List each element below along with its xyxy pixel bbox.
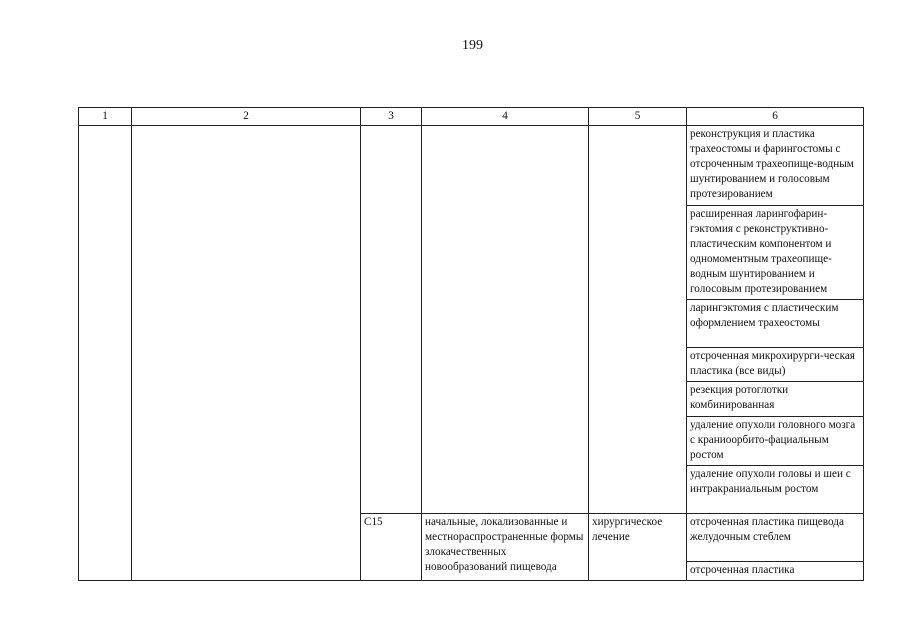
- header-col-1: 1: [79, 108, 132, 126]
- header-row: [79, 108, 864, 126]
- header-col-4: 4: [422, 108, 589, 126]
- medical-services-table: [78, 107, 864, 581]
- method-item: отсроченная микрохирурги-ческая пластика (все виды): [687, 348, 864, 382]
- col1-cell: [79, 126, 132, 581]
- method-item: расширенная ларингофарин-гэктомия с реконструктивно-пластическим компонентом и одномоментным трахеопище-водным шунтированием и голосовым протезированием: [687, 205, 864, 300]
- col3-cell: [361, 126, 422, 514]
- method-item: отсроченная пластика: [687, 561, 864, 580]
- col4-cell: [422, 126, 589, 514]
- method-item: удаление опухоли головы и шеи с интракраниальным ростом: [687, 465, 864, 513]
- page-number: 199: [462, 38, 483, 53]
- diagnosis-code: C15: [361, 513, 422, 580]
- header-col-6: 6: [687, 108, 864, 126]
- header-col-5: 5: [589, 108, 687, 126]
- header-col-2: 2: [132, 108, 361, 126]
- treatment-type: хирургическое лечение: [589, 513, 687, 580]
- diagnosis-description: начальные, локализованные и местнораспространенные формы злокачественных новообразований пищевода: [422, 513, 589, 580]
- col2-cell: [132, 126, 361, 581]
- table-row: [79, 126, 864, 205]
- header-col-3: 3: [361, 108, 422, 126]
- method-item: реконструкция и пластика трахеостомы и фарингостомы с отсроченным трахеопище-водным шунтированием и голосовым протезированием: [687, 126, 864, 205]
- method-item: отсроченная пластика пищевода желудочным стеблем: [687, 513, 864, 561]
- method-item: ларингэктомия с пластическим оформлением трахеостомы: [687, 300, 864, 348]
- method-item: удаление опухоли головного мозга с краниоорбито-фациальным ростом: [687, 416, 864, 465]
- method-item: резекция ротоглотки комбинированная: [687, 382, 864, 416]
- col5-cell: [589, 126, 687, 514]
